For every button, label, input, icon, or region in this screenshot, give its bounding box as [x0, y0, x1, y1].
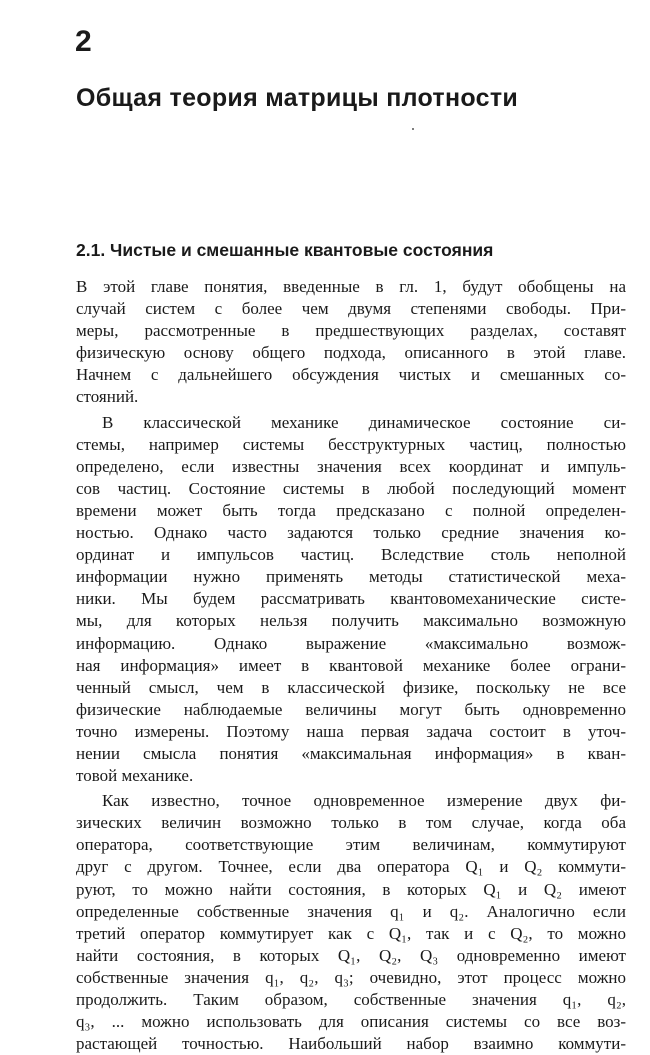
text-line: Как известно, точное одновременное измерение двух фи-	[102, 791, 626, 811]
paragraph-3	[76, 790, 626, 1055]
text-line: определенные собственные значения q₁ и q₂. Аналогично если	[76, 901, 626, 921]
text-line: нении смысла понятия «максимальная информация» в кван-	[76, 743, 626, 763]
text-line: ченный смысл, чем в классической физике, поскольку не все	[76, 677, 626, 697]
text-line: мы, для которых нельзя получить максимально возможную	[76, 611, 626, 631]
text-line: друг с другом. Точнее, если два оператора Q₁ и Q₂ коммути-	[76, 857, 626, 877]
text-line: случай систем с более чем двумя степенями свободы. При-	[76, 299, 626, 319]
text-line: зических величин возможно только в том случае, когда оба	[76, 813, 626, 833]
chapter-number: 2	[75, 25, 92, 58]
text-line: q₃, ... можно использовать для описания системы со все воз-	[76, 1012, 626, 1032]
text-line: третий оператор коммутирует как с Q₁, так и с Q₂, то можно	[76, 923, 626, 943]
text-line: ники. Мы будем рассматривать квантовомеханические систе-	[76, 589, 626, 609]
text-line: найти состояния, в которых Q₁, Q₂, Q₃ одновременно имеют	[76, 945, 626, 965]
text-line: физическую основу общего подхода, описанного в этой главе.	[76, 343, 626, 363]
section-heading: 2.1. Чистые и смешанные квантовые состояния	[76, 240, 494, 260]
text-line: меры, рассмотренные в предшествующих разделах, составят	[76, 321, 626, 341]
text-line: руют, то можно найти состояния, в которых Q₁ и Q₂ имеют	[76, 879, 626, 899]
paragraph-2	[76, 412, 626, 788]
text-line: определено, если известны значения всех координат и импуль-	[76, 456, 626, 476]
paragraph-1	[76, 276, 626, 409]
text-line: ординат и импульсов частиц. Вследствие столь неполной	[76, 545, 626, 565]
text-line: ная информация» имеет в квантовой механике более ограни-	[76, 655, 626, 675]
text-line: В этой главе понятия, введенные в гл. 1, будут обобщены на	[76, 277, 626, 296]
text-line: В классической механике динамическое состояние си-	[102, 412, 626, 432]
print-speck	[412, 128, 414, 130]
text-line: товой механике.	[76, 766, 194, 786]
text-line: оператора, соответствующие этим величинам, коммутируют	[76, 835, 626, 855]
text-line: точно измерены. Поэтому наша первая задача состоит в уточ-	[76, 721, 626, 741]
text-line: сов частиц. Состояние системы в любой последующий момент	[76, 478, 626, 498]
text-line: времени может быть тогда предсказано с полной определен-	[76, 500, 626, 520]
text-line: стемы, например системы бесструктурных частиц, полностью	[76, 434, 626, 454]
text-line: информации нужно применять методы статистической меха-	[76, 567, 626, 587]
text-line: растающей точностью. Наибольший набор взаимно коммути-	[76, 1034, 626, 1054]
text-line: стояний.	[76, 387, 139, 407]
text-line: информацию. Однако выражение «максимально возмож-	[76, 633, 626, 653]
body-text	[76, 276, 626, 1055]
text-line: собственные значения q₁, q₂, q₃; очевидно, этот процесс можно	[76, 967, 626, 987]
text-line: продолжить. Таким образом, собственные значения q₁, q₂,	[76, 990, 626, 1009]
text-line: ностью. Однако часто задаются только средние значения ко-	[76, 523, 626, 543]
text-line: Начнем с дальнейшего обсуждения чистых и смешанных со-	[76, 365, 626, 385]
text-line: физические наблюдаемые величины могут быть одновременно	[76, 699, 626, 719]
chapter-title: Общая теория матрицы плотности	[76, 84, 519, 112]
